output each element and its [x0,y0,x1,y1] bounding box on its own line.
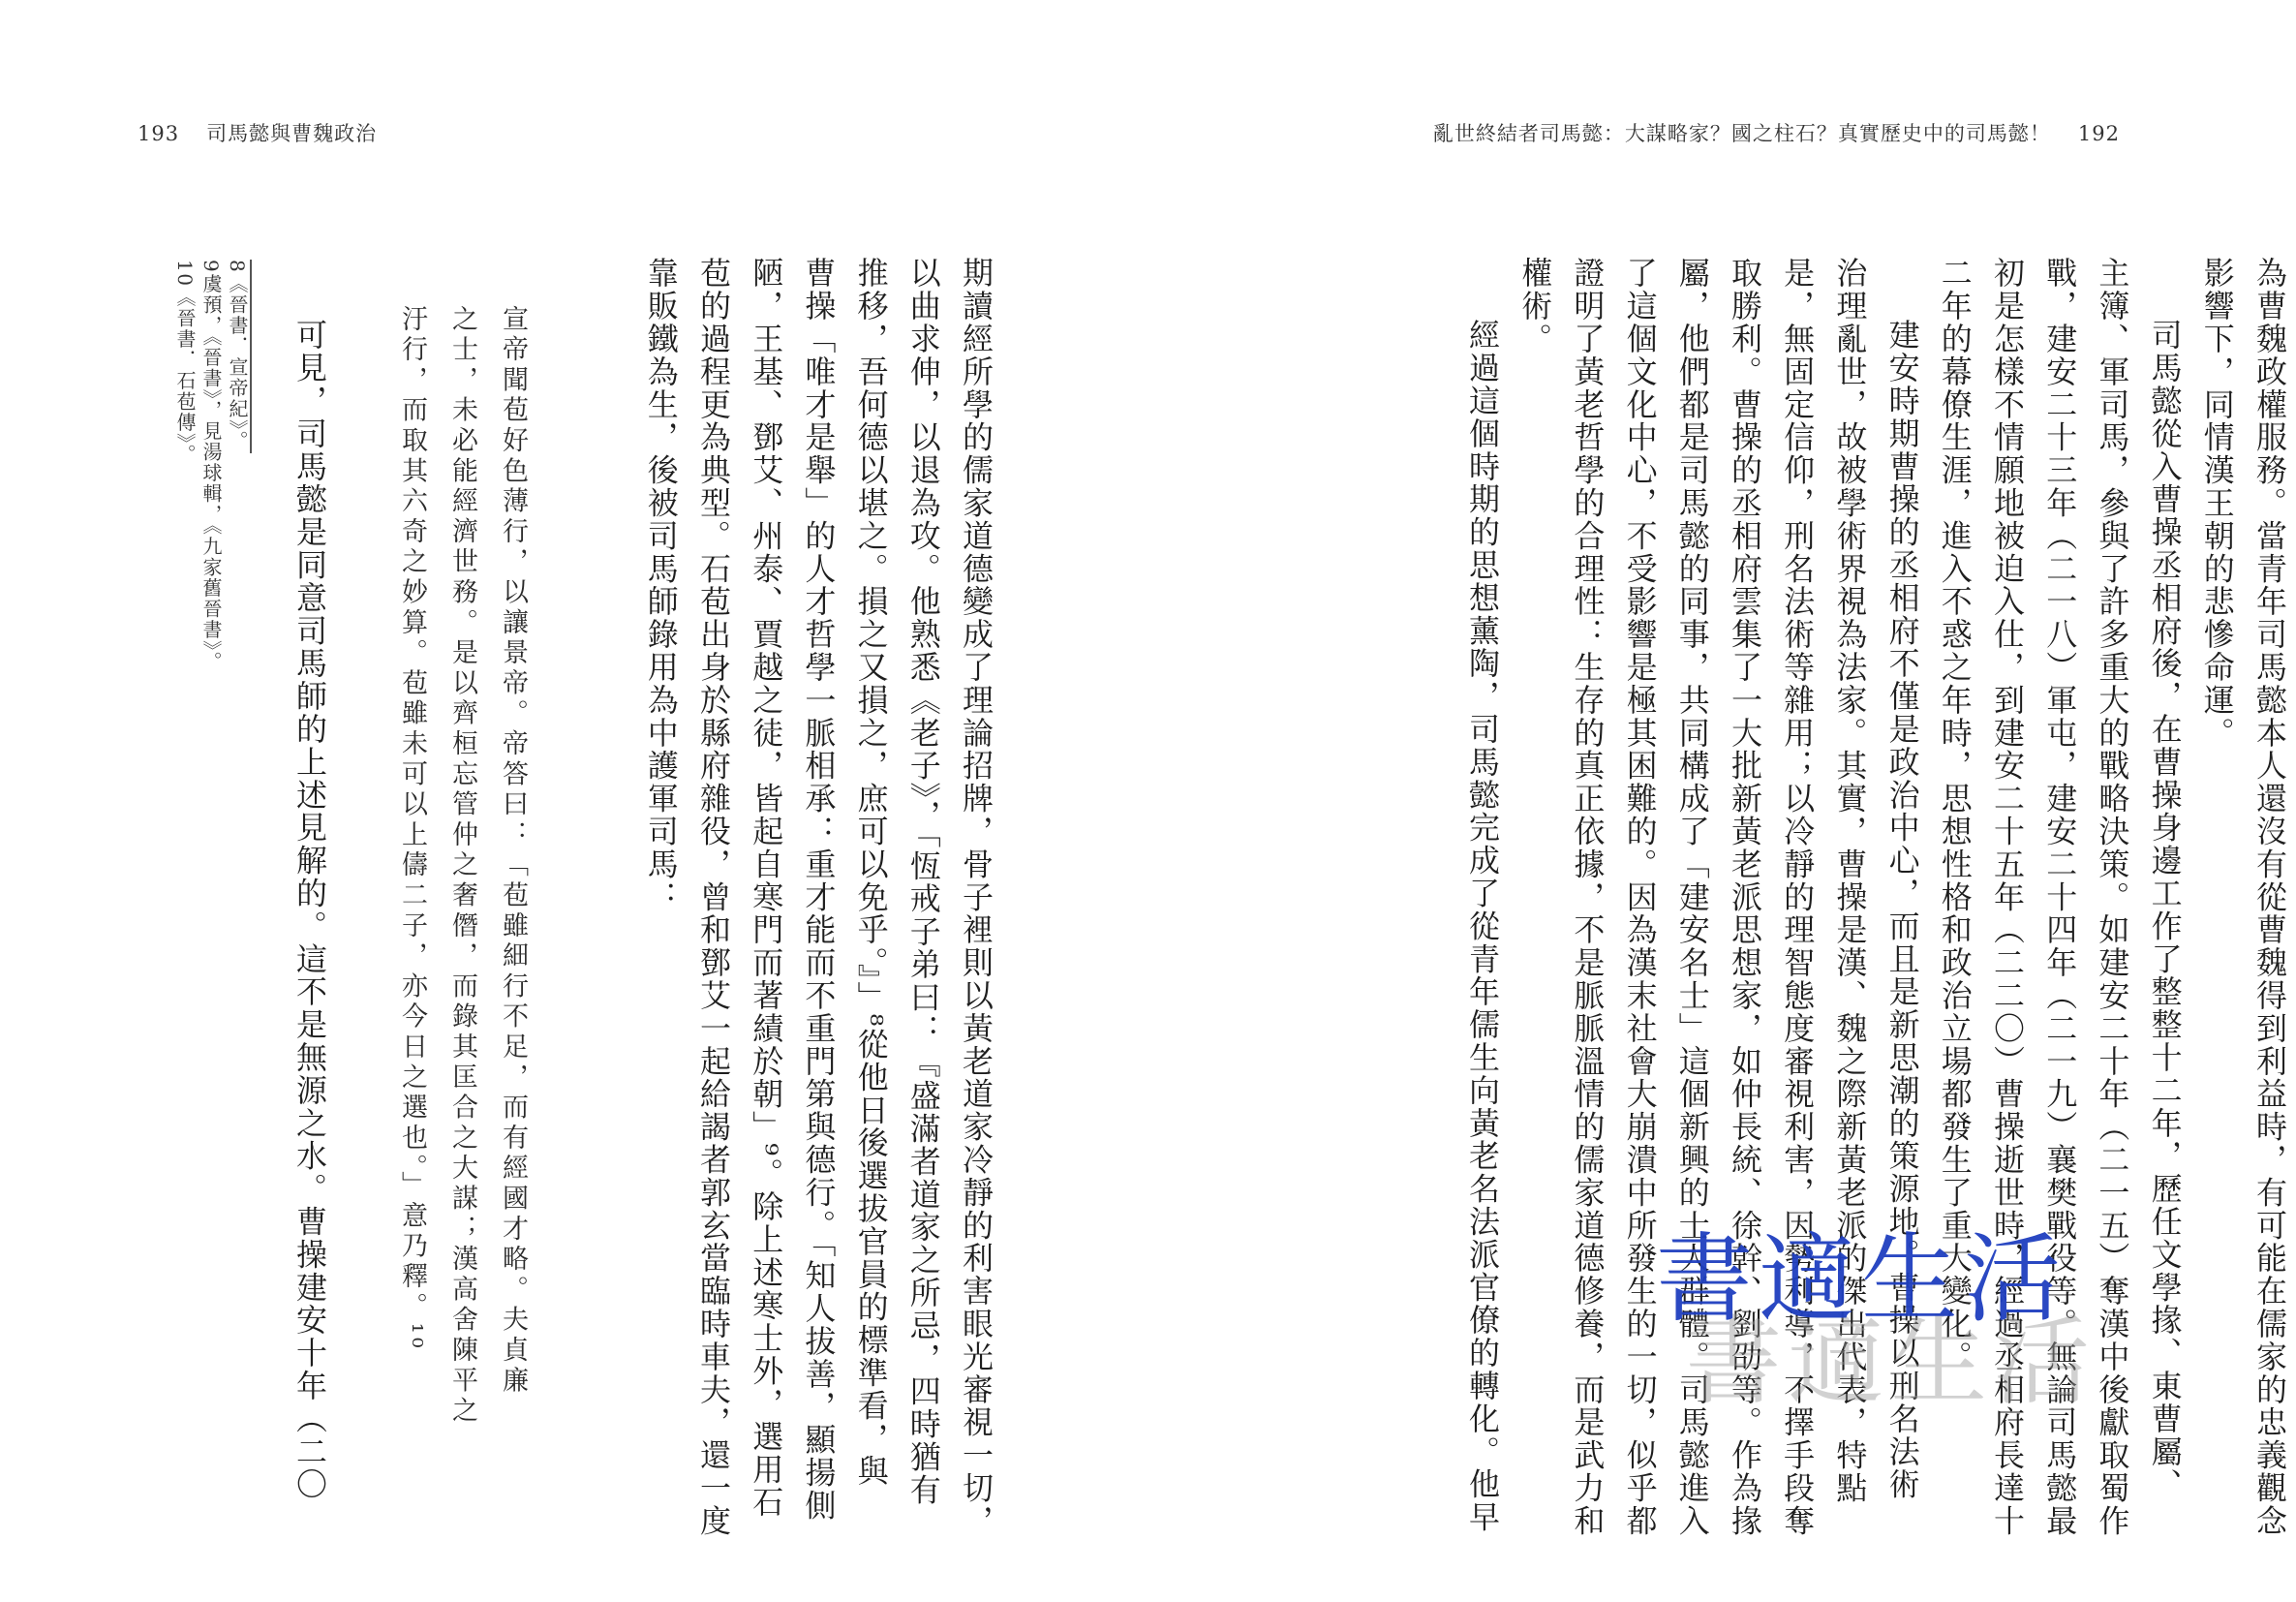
footnote: 9虞預，《晉書》，見湯球輯，《九家舊晉書》。 [199,260,223,672]
body-line: 證明了黃老哲學的合理性：生存的真正依據，不是脈脈溫情的儒家道德修養，而是武力和 [1569,257,1607,1538]
body-line: 權術。 [1516,257,1554,355]
watermark-shadow: 書適生活 [1685,1305,2096,1418]
body-line: 苞的過程更為典型。石苞出身於縣府雜役，曾和鄧艾一起給謁者郭玄當臨時車夫，還一度 [694,257,732,1538]
body-line: 為曹魏政權服務。當青年司馬懿本人還沒有從曹魏得到利益時，有可能在儒家的忠義觀念 [2251,257,2288,1538]
quote-line: 之士，未必能經濟世務。是以齊桓忘管仲之奢僭，而錄其匡合之大謀；漢高舍陳平之 [447,305,477,1428]
left-page-header [138,118,377,147]
body-line: 初是怎樣不情願地被迫入仕，到建安二十五年（二二〇）曹操逝世時，經過丞相府長達十 [1988,257,2026,1538]
footnote: 8《晉書．宣帝紀》。 [226,260,249,451]
quote-line: 宣帝聞苞好色薄行，以讓景帝。帝答曰：「苞雖細行不足，而有經國才略。夫貞廉 [498,305,528,1397]
footnote-divider [250,260,252,453]
body-line: 了這個文化中心，不受影響是極其困難的。因為漢末社會大崩潰中所發生的一切，似乎都 [1621,257,1659,1538]
body-line: 二年的幕僚生涯，進入不惑之年時，思想性格和政治立場都發生了重大變化。 [1936,257,1974,1373]
right-running-title: 亂世終結者司馬懿：大謀略家？國之柱石？真實歷史中的司馬懿！ [1432,122,2051,145]
right-page-header [1433,118,2120,147]
watermark-logo: 書適生活 [1656,1222,2066,1336]
body-line: 屬，他們都是司馬懿的同事，共同構成了「建安名士」這個新興的士人群體。司馬懿進入 [1673,257,1711,1538]
body-line: 取勝利。曹操的丞相府雲集了一大批新黃老派思想家，如仲長統、徐幹、劉劭等。作為掾 [1726,257,1763,1538]
body-line: 建安時期曹操的丞相府不僅是政治中心，而且是新思潮的策源地。曹操以刑名法術 [1883,319,1921,1501]
right-page-number: 192 [2077,122,2120,145]
body-line: 司馬懿從入曹操丞相府後，在曹操身邊工作了整整十二年，歷任文學掾、東曹屬、 [2146,319,2184,1501]
body-line: 影響下，同情漢王朝的悲慘命運。 [2198,257,2236,750]
body-line: 期讀經所學的儒家道德變成了理論招牌，骨子裡則以黃老道家冷靜的利害眼光審視一切， [958,257,995,1538]
quote-line: 汙行，而取其六奇之妙算。苞雖未可以上儔二子，亦今日之選也。」意乃釋。¹⁰ [397,305,427,1352]
footnote: 10《晉書．石苞傳》。 [173,260,197,465]
body-line: 靠販鐵為生，後被司馬師錄用為中護軍司馬： [642,257,680,913]
left-page [0,0,1128,1602]
body-line: 以曲求伸，以退為攻。他熟悉《老子》，「恆戒子弟曰：『盛滿者道家之所忌，四時猶有 [904,257,942,1507]
body-line: 主簿、軍司馬，參與了許多重大的戰略決策。如建安二十年（二一五）奪漢中後獻取蜀作 [2094,257,2131,1538]
left-body-text [600,257,1002,1538]
left-body-text-continued [281,257,336,1501]
body-line: 是，無固定信仰，刑名法術等雜用；以冷靜的理智態度審視利害，因勢利導，不擇手段奪 [1779,257,1817,1538]
left-page-number: 193 [138,122,180,145]
body-line: 治理亂世，故被學術界視為法家。其實，曹操是漢、魏之際新黃老派的傑出代表，特點 [1831,257,1869,1505]
body-line: 陋，王基、鄧艾、州泰、賈越之徒，皆起自寒門而著績於朝」⁹。除上述寒士外，選用石 [748,257,785,1519]
body-line: 曹操「唯才是舉」的人才哲學一脈相承：重才能而不重門第與德行。「知人拔善，顯揚側 [800,257,838,1523]
block-quote [387,305,537,1496]
body-line: 可見，司馬懿是同意司馬師的上述見解的。這不是無源之水。曹操建安十年（二〇 [291,319,328,1501]
footnotes [163,260,250,841]
body-line: 推移，吾何德以堪之。損之又損之，庶可以免乎。』」⁸從他日後選拔官員的標準看，與 [852,257,890,1488]
left-running-title: 司馬懿與曹魏政治 [206,122,378,145]
body-line: 戰，建安二十三年（二一八）軍屯，建安二十四年（二一九）襄樊戰役等。無論司馬懿最 [2041,257,2079,1538]
body-line: 經過這個時期的思想薰陶，司馬懿完成了從青年儒生向黃老名法派官僚的轉化。他早 [1463,319,1501,1534]
